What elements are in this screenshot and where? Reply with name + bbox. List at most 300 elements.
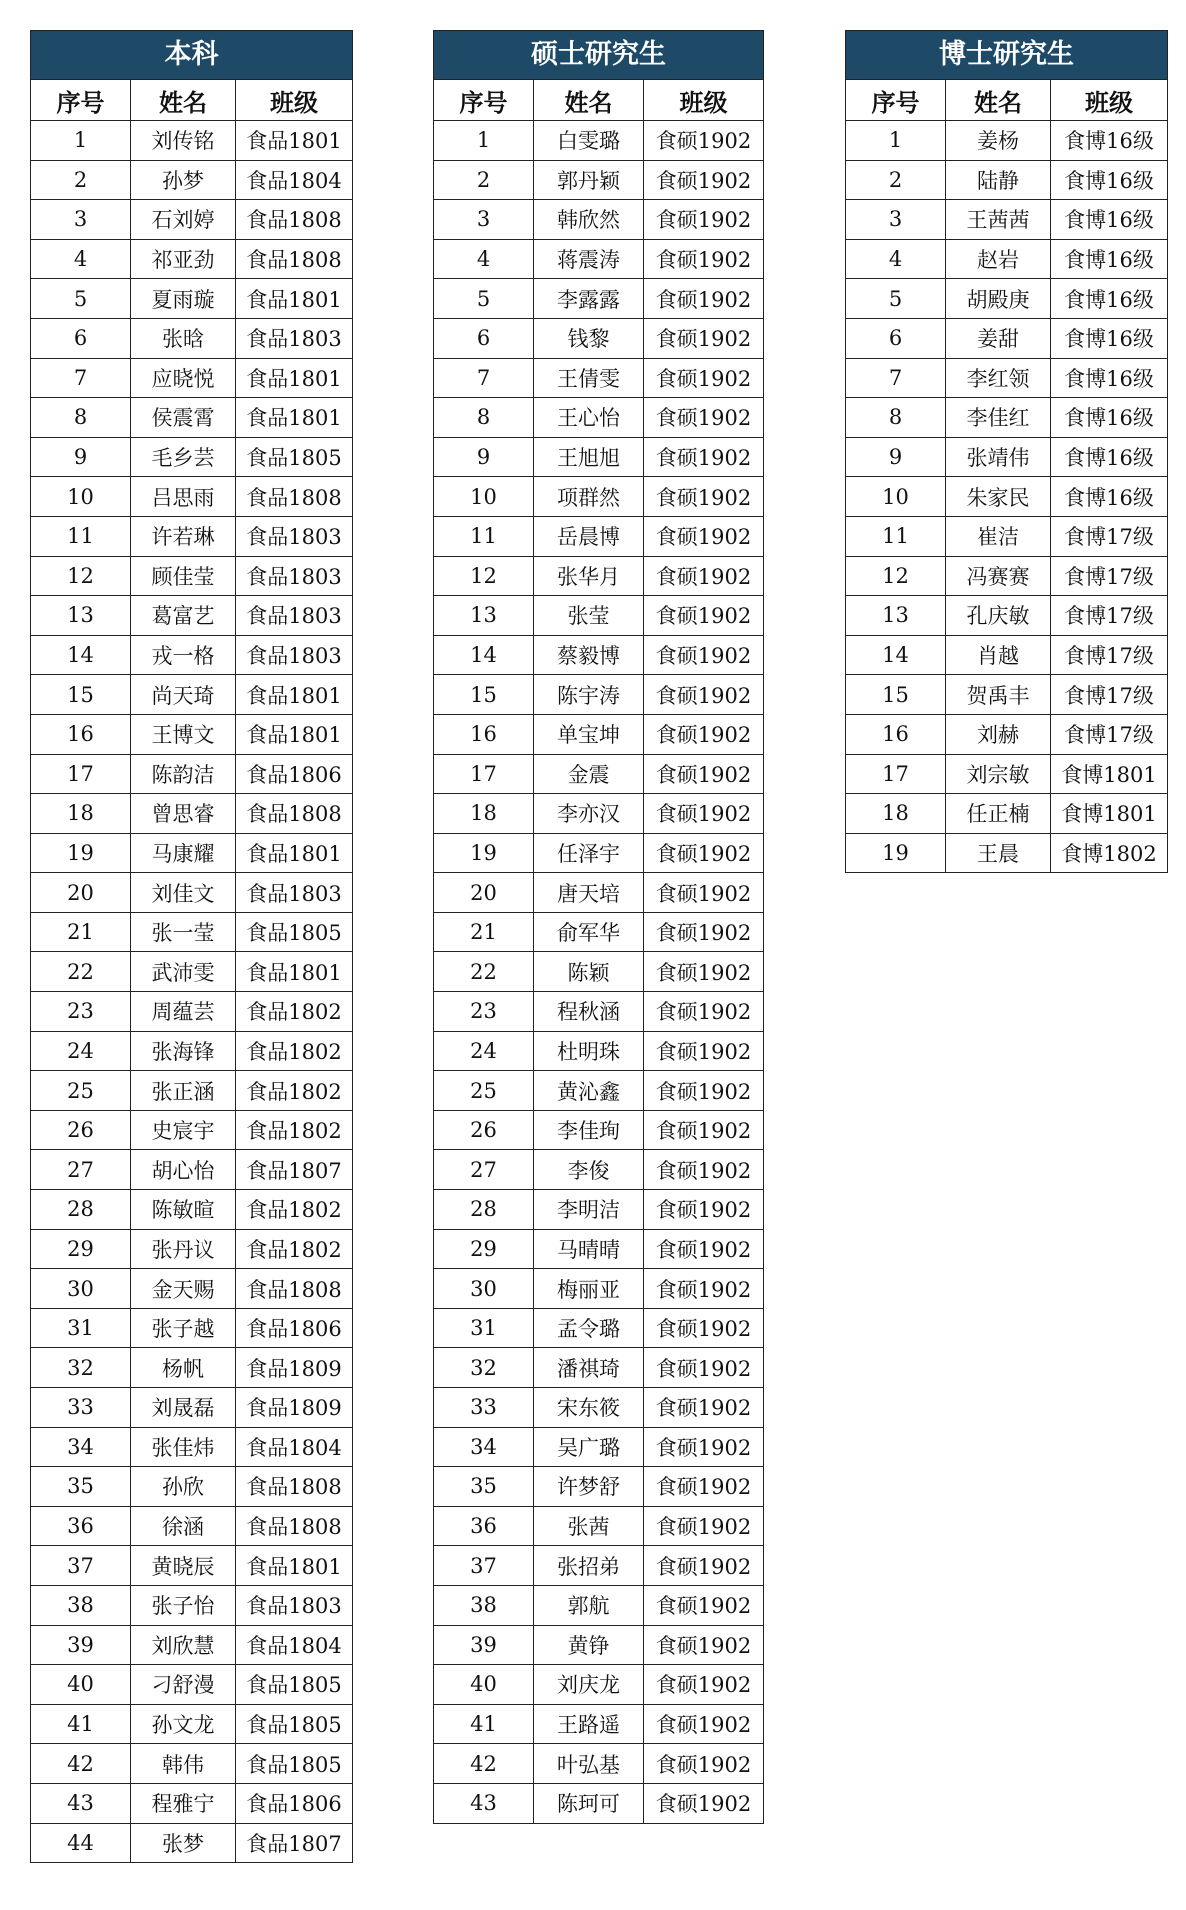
cell-name: 石刘婷 bbox=[131, 200, 236, 240]
cell-name: 王路遥 bbox=[534, 1704, 644, 1744]
table-row bbox=[434, 1427, 764, 1467]
cell-class: 食品1809 bbox=[236, 1388, 353, 1428]
cell-index: 28 bbox=[31, 1190, 131, 1230]
cell-index: 2 bbox=[31, 160, 131, 200]
cell-index: 14 bbox=[434, 635, 534, 675]
cell-class: 食品1804 bbox=[236, 160, 353, 200]
cell-class: 食品1808 bbox=[236, 794, 353, 834]
table-row bbox=[31, 398, 353, 438]
cell-name: 姜杨 bbox=[946, 121, 1051, 161]
cell-class: 食硕1902 bbox=[644, 1704, 764, 1744]
cell-index: 11 bbox=[31, 516, 131, 556]
cell-class: 食硕1902 bbox=[644, 1744, 764, 1784]
table-row bbox=[31, 121, 353, 161]
cell-class: 食品1803 bbox=[236, 516, 353, 556]
table-row bbox=[434, 556, 764, 596]
table-row bbox=[846, 635, 1168, 675]
cell-class: 食品1808 bbox=[236, 477, 353, 517]
cell-index: 18 bbox=[846, 794, 946, 834]
table-row bbox=[434, 398, 764, 438]
cell-name: 韩伟 bbox=[131, 1744, 236, 1784]
cell-name: 项群然 bbox=[534, 477, 644, 517]
table-row bbox=[434, 1031, 764, 1071]
cell-name: 马康耀 bbox=[131, 833, 236, 873]
table-row bbox=[434, 1269, 764, 1309]
cell-class: 食品1803 bbox=[236, 556, 353, 596]
table-row bbox=[846, 121, 1168, 161]
cell-name: 白雯璐 bbox=[534, 121, 644, 161]
table-row bbox=[434, 358, 764, 398]
cell-name: 张子越 bbox=[131, 1308, 236, 1348]
cell-class: 食硕1902 bbox=[644, 1388, 764, 1428]
cell-name: 梅丽亚 bbox=[534, 1269, 644, 1309]
cell-index: 23 bbox=[31, 992, 131, 1032]
table-row bbox=[31, 1744, 353, 1784]
table-row bbox=[434, 477, 764, 517]
table-row bbox=[31, 1348, 353, 1388]
cell-index: 20 bbox=[434, 873, 534, 913]
cell-name: 侯震霄 bbox=[131, 398, 236, 438]
cell-name: 张华月 bbox=[534, 556, 644, 596]
table-row bbox=[31, 714, 353, 754]
cell-name: 李佳珣 bbox=[534, 1110, 644, 1150]
cell-name: 李明洁 bbox=[534, 1190, 644, 1230]
cell-index: 19 bbox=[31, 833, 131, 873]
cell-class: 食品1807 bbox=[236, 1823, 353, 1863]
cell-name: 王旭旭 bbox=[534, 437, 644, 477]
cell-name: 陆静 bbox=[946, 160, 1051, 200]
cell-index: 23 bbox=[434, 992, 534, 1032]
cell-index: 34 bbox=[434, 1427, 534, 1467]
cell-class: 食硕1902 bbox=[644, 279, 764, 319]
table-row bbox=[31, 1071, 353, 1111]
cell-class: 食品1804 bbox=[236, 1427, 353, 1467]
table-row bbox=[434, 1190, 764, 1230]
table-row bbox=[846, 833, 1168, 873]
cell-name: 唐天培 bbox=[534, 873, 644, 913]
cell-name: 王倩雯 bbox=[534, 358, 644, 398]
cell-name: 张梦 bbox=[131, 1823, 236, 1863]
cell-index: 22 bbox=[31, 952, 131, 992]
cell-class: 食硕1902 bbox=[644, 1625, 764, 1665]
cell-index: 4 bbox=[434, 239, 534, 279]
table-row bbox=[434, 1110, 764, 1150]
cell-index: 4 bbox=[846, 239, 946, 279]
table-row bbox=[846, 675, 1168, 715]
cell-name: 刘佳文 bbox=[131, 873, 236, 913]
cell-index: 1 bbox=[31, 121, 131, 161]
cell-index: 25 bbox=[434, 1071, 534, 1111]
column-header-index: 序号 bbox=[31, 80, 131, 121]
cell-index: 5 bbox=[434, 279, 534, 319]
cell-name: 孟令璐 bbox=[534, 1308, 644, 1348]
cell-index: 38 bbox=[31, 1585, 131, 1625]
table-row bbox=[846, 437, 1168, 477]
cell-class: 食硕1902 bbox=[644, 556, 764, 596]
cell-name: 赵岩 bbox=[946, 239, 1051, 279]
cell-name: 应晓悦 bbox=[131, 358, 236, 398]
cell-index: 14 bbox=[846, 635, 946, 675]
cell-index: 18 bbox=[31, 794, 131, 834]
cell-class: 食博16级 bbox=[1051, 318, 1168, 358]
table-title: 本科 bbox=[30, 30, 353, 79]
table-row bbox=[846, 596, 1168, 636]
table-row bbox=[846, 398, 1168, 438]
cell-class: 食品1805 bbox=[236, 1744, 353, 1784]
cell-index: 35 bbox=[31, 1467, 131, 1507]
table-row bbox=[31, 1388, 353, 1428]
cell-index: 27 bbox=[31, 1150, 131, 1190]
table-row bbox=[434, 1308, 764, 1348]
cell-class: 食品1802 bbox=[236, 1071, 353, 1111]
cell-name: 顾佳莹 bbox=[131, 556, 236, 596]
cell-index: 42 bbox=[434, 1744, 534, 1784]
table-row bbox=[846, 754, 1168, 794]
table-row bbox=[434, 239, 764, 279]
column-header-name: 姓名 bbox=[534, 80, 644, 121]
cell-index: 39 bbox=[434, 1625, 534, 1665]
cell-index: 37 bbox=[434, 1546, 534, 1586]
cell-index: 3 bbox=[846, 200, 946, 240]
cell-index: 13 bbox=[434, 596, 534, 636]
cell-name: 蔡毅博 bbox=[534, 635, 644, 675]
cell-index: 8 bbox=[31, 398, 131, 438]
cell-index: 12 bbox=[31, 556, 131, 596]
cell-name: 叶弘基 bbox=[534, 1744, 644, 1784]
cell-name: 尚天琦 bbox=[131, 675, 236, 715]
cell-class: 食品1805 bbox=[236, 912, 353, 952]
cell-class: 食品1803 bbox=[236, 635, 353, 675]
cell-index: 2 bbox=[434, 160, 534, 200]
cell-name: 单宝坤 bbox=[534, 714, 644, 754]
table-row bbox=[846, 477, 1168, 517]
cell-name: 刘晟磊 bbox=[131, 1388, 236, 1428]
cell-name: 毛乡芸 bbox=[131, 437, 236, 477]
cell-class: 食硕1902 bbox=[644, 952, 764, 992]
table-row bbox=[434, 912, 764, 952]
cell-class: 食博16级 bbox=[1051, 200, 1168, 240]
cell-class: 食品1801 bbox=[236, 279, 353, 319]
cell-class: 食博16级 bbox=[1051, 477, 1168, 517]
table-row bbox=[31, 1110, 353, 1150]
cell-name: 张海锋 bbox=[131, 1031, 236, 1071]
cell-name: 郭丹颖 bbox=[534, 160, 644, 200]
cell-name: 胡心怡 bbox=[131, 1150, 236, 1190]
cell-name: 曾思睿 bbox=[131, 794, 236, 834]
cell-name: 潘祺琦 bbox=[534, 1348, 644, 1388]
cell-index: 33 bbox=[434, 1388, 534, 1428]
cell-class: 食硕1902 bbox=[644, 1783, 764, 1823]
cell-index: 24 bbox=[434, 1031, 534, 1071]
cell-name: 许若琳 bbox=[131, 516, 236, 556]
cell-class: 食硕1902 bbox=[644, 1190, 764, 1230]
cell-name: 李俊 bbox=[534, 1150, 644, 1190]
cell-index: 6 bbox=[846, 318, 946, 358]
table-row bbox=[31, 1190, 353, 1230]
cell-name: 朱家民 bbox=[946, 477, 1051, 517]
cell-class: 食博16级 bbox=[1051, 437, 1168, 477]
table-title: 博士研究生 bbox=[845, 30, 1168, 79]
cell-class: 食硕1902 bbox=[644, 1427, 764, 1467]
cell-index: 10 bbox=[31, 477, 131, 517]
table-row bbox=[846, 239, 1168, 279]
cell-class: 食品1807 bbox=[236, 1150, 353, 1190]
cell-class: 食硕1902 bbox=[644, 675, 764, 715]
cell-index: 43 bbox=[31, 1783, 131, 1823]
cell-index: 15 bbox=[846, 675, 946, 715]
table-row bbox=[31, 1427, 353, 1467]
cell-class: 食博1801 bbox=[1051, 794, 1168, 834]
master-table bbox=[433, 30, 764, 1824]
cell-index: 17 bbox=[434, 754, 534, 794]
cell-name: 张佳炜 bbox=[131, 1427, 236, 1467]
table-row bbox=[434, 992, 764, 1032]
cell-name: 吴广璐 bbox=[534, 1427, 644, 1467]
table-row bbox=[846, 318, 1168, 358]
cell-index: 29 bbox=[31, 1229, 131, 1269]
cell-name: 程秋涵 bbox=[534, 992, 644, 1032]
cell-index: 8 bbox=[846, 398, 946, 438]
cell-name: 许梦舒 bbox=[534, 1467, 644, 1507]
cell-index: 5 bbox=[31, 279, 131, 319]
table-row bbox=[434, 596, 764, 636]
table-row bbox=[31, 556, 353, 596]
cell-name: 张一莹 bbox=[131, 912, 236, 952]
cell-class: 食硕1902 bbox=[644, 1110, 764, 1150]
table-row bbox=[434, 1150, 764, 1190]
cell-class: 食硕1902 bbox=[644, 873, 764, 913]
cell-index: 36 bbox=[434, 1506, 534, 1546]
table-row bbox=[31, 754, 353, 794]
table-row bbox=[434, 1506, 764, 1546]
cell-index: 7 bbox=[31, 358, 131, 398]
cell-class: 食硕1902 bbox=[644, 1229, 764, 1269]
cell-class: 食硕1902 bbox=[644, 794, 764, 834]
table-row bbox=[31, 912, 353, 952]
table-row bbox=[31, 1704, 353, 1744]
table-row bbox=[846, 794, 1168, 834]
table-row bbox=[31, 239, 353, 279]
cell-index: 1 bbox=[434, 121, 534, 161]
cell-class: 食博16级 bbox=[1051, 121, 1168, 161]
cell-class: 食硕1902 bbox=[644, 398, 764, 438]
cell-index: 26 bbox=[31, 1110, 131, 1150]
table-row bbox=[434, 279, 764, 319]
cell-name: 姜甜 bbox=[946, 318, 1051, 358]
cell-class: 食博16级 bbox=[1051, 239, 1168, 279]
table-row bbox=[31, 1150, 353, 1190]
cell-class: 食博16级 bbox=[1051, 358, 1168, 398]
cell-name: 陈敏暄 bbox=[131, 1190, 236, 1230]
cell-index: 32 bbox=[434, 1348, 534, 1388]
table-row bbox=[434, 121, 764, 161]
cell-index: 39 bbox=[31, 1625, 131, 1665]
cell-class: 食硕1902 bbox=[644, 833, 764, 873]
cell-index: 29 bbox=[434, 1229, 534, 1269]
cell-class: 食品1808 bbox=[236, 1269, 353, 1309]
cell-name: 冯赛赛 bbox=[946, 556, 1051, 596]
cell-class: 食品1804 bbox=[236, 1625, 353, 1665]
cell-name: 孙文龙 bbox=[131, 1704, 236, 1744]
cell-class: 食博17级 bbox=[1051, 714, 1168, 754]
cell-class: 食品1801 bbox=[236, 833, 353, 873]
cell-name: 蒋震涛 bbox=[534, 239, 644, 279]
table-row bbox=[31, 1823, 353, 1863]
cell-index: 16 bbox=[434, 714, 534, 754]
table-row bbox=[434, 952, 764, 992]
cell-name: 岳晨博 bbox=[534, 516, 644, 556]
cell-name: 任正楠 bbox=[946, 794, 1051, 834]
cell-class: 食品1809 bbox=[236, 1348, 353, 1388]
cell-class: 食品1802 bbox=[236, 992, 353, 1032]
cell-name: 张子怡 bbox=[131, 1585, 236, 1625]
cell-class: 食硕1902 bbox=[644, 318, 764, 358]
cell-name: 贺禹丰 bbox=[946, 675, 1051, 715]
cell-name: 祁亚劲 bbox=[131, 239, 236, 279]
cell-name: 张靖伟 bbox=[946, 437, 1051, 477]
cell-name: 张招弟 bbox=[534, 1546, 644, 1586]
table-row bbox=[846, 279, 1168, 319]
table-row bbox=[31, 318, 353, 358]
table-row bbox=[31, 1506, 353, 1546]
cell-name: 戎一格 bbox=[131, 635, 236, 675]
cell-class: 食博17级 bbox=[1051, 635, 1168, 675]
cell-name: 王心怡 bbox=[534, 398, 644, 438]
cell-index: 33 bbox=[31, 1388, 131, 1428]
cell-class: 食品1803 bbox=[236, 873, 353, 913]
cell-name: 葛富艺 bbox=[131, 596, 236, 636]
cell-index: 10 bbox=[846, 477, 946, 517]
cell-name: 黄铮 bbox=[534, 1625, 644, 1665]
table-row bbox=[31, 516, 353, 556]
table-row bbox=[846, 516, 1168, 556]
cell-index: 30 bbox=[434, 1269, 534, 1309]
cell-name: 陈颖 bbox=[534, 952, 644, 992]
cell-name: 陈宇涛 bbox=[534, 675, 644, 715]
cell-index: 17 bbox=[31, 754, 131, 794]
cell-name: 李露露 bbox=[534, 279, 644, 319]
table-row bbox=[434, 754, 764, 794]
cell-class: 食品1801 bbox=[236, 398, 353, 438]
table-row bbox=[31, 794, 353, 834]
cell-name: 黄晓辰 bbox=[131, 1546, 236, 1586]
cell-class: 食品1805 bbox=[236, 1665, 353, 1705]
table-row bbox=[846, 160, 1168, 200]
cell-class: 食硕1902 bbox=[644, 239, 764, 279]
cell-index: 9 bbox=[846, 437, 946, 477]
cell-index: 26 bbox=[434, 1110, 534, 1150]
cell-index: 7 bbox=[434, 358, 534, 398]
cell-index: 13 bbox=[31, 596, 131, 636]
cell-index: 8 bbox=[434, 398, 534, 438]
table-row bbox=[31, 1585, 353, 1625]
cell-class: 食硕1902 bbox=[644, 437, 764, 477]
cell-name: 马晴晴 bbox=[534, 1229, 644, 1269]
cell-name: 夏雨璇 bbox=[131, 279, 236, 319]
cell-name: 金天赐 bbox=[131, 1269, 236, 1309]
table-row bbox=[434, 635, 764, 675]
table-row bbox=[434, 1744, 764, 1784]
cell-class: 食硕1902 bbox=[644, 160, 764, 200]
cell-name: 程雅宁 bbox=[131, 1783, 236, 1823]
cell-name: 李佳红 bbox=[946, 398, 1051, 438]
cell-class: 食硕1902 bbox=[644, 1467, 764, 1507]
cell-name: 杜明珠 bbox=[534, 1031, 644, 1071]
cell-index: 24 bbox=[31, 1031, 131, 1071]
table-row bbox=[434, 516, 764, 556]
cell-class: 食品1805 bbox=[236, 1704, 353, 1744]
cell-class: 食品1803 bbox=[236, 1585, 353, 1625]
cell-class: 食硕1902 bbox=[644, 1506, 764, 1546]
table-row bbox=[434, 1704, 764, 1744]
table-row bbox=[846, 714, 1168, 754]
cell-index: 27 bbox=[434, 1150, 534, 1190]
cell-class: 食博17级 bbox=[1051, 596, 1168, 636]
cell-index: 3 bbox=[31, 200, 131, 240]
table-row bbox=[31, 596, 353, 636]
cell-index: 11 bbox=[434, 516, 534, 556]
cell-class: 食品1808 bbox=[236, 239, 353, 279]
cell-index: 12 bbox=[846, 556, 946, 596]
cell-class: 食品1806 bbox=[236, 1783, 353, 1823]
cell-class: 食硕1902 bbox=[644, 714, 764, 754]
cell-name: 金震 bbox=[534, 754, 644, 794]
cell-class: 食博17级 bbox=[1051, 675, 1168, 715]
cell-name: 陈珂可 bbox=[534, 1783, 644, 1823]
table-row bbox=[31, 1229, 353, 1269]
cell-class: 食硕1902 bbox=[644, 754, 764, 794]
table-row bbox=[846, 200, 1168, 240]
cell-name: 刘传铭 bbox=[131, 121, 236, 161]
cell-name: 张晗 bbox=[131, 318, 236, 358]
cell-index: 32 bbox=[31, 1348, 131, 1388]
cell-index: 13 bbox=[846, 596, 946, 636]
cell-class: 食硕1902 bbox=[644, 477, 764, 517]
table-row bbox=[434, 1665, 764, 1705]
table-row bbox=[31, 279, 353, 319]
cell-index: 11 bbox=[846, 516, 946, 556]
cell-class: 食硕1902 bbox=[644, 596, 764, 636]
cell-class: 食硕1902 bbox=[644, 1546, 764, 1586]
table-row bbox=[434, 318, 764, 358]
cell-index: 22 bbox=[434, 952, 534, 992]
cell-class: 食硕1902 bbox=[644, 1031, 764, 1071]
table-row bbox=[31, 200, 353, 240]
table-row bbox=[31, 992, 353, 1032]
table-row bbox=[31, 1269, 353, 1309]
cell-name: 张丹议 bbox=[131, 1229, 236, 1269]
cell-name: 张莹 bbox=[534, 596, 644, 636]
doctoral-table bbox=[845, 30, 1168, 873]
cell-class: 食品1801 bbox=[236, 358, 353, 398]
cell-class: 食品1808 bbox=[236, 1467, 353, 1507]
cell-class: 食品1801 bbox=[236, 714, 353, 754]
column-header-index: 序号 bbox=[846, 80, 946, 121]
cell-name: 刘赫 bbox=[946, 714, 1051, 754]
cell-index: 19 bbox=[434, 833, 534, 873]
cell-index: 37 bbox=[31, 1546, 131, 1586]
table-row bbox=[434, 1229, 764, 1269]
cell-index: 21 bbox=[31, 912, 131, 952]
cell-name: 刘欣慧 bbox=[131, 1625, 236, 1665]
cell-index: 15 bbox=[31, 675, 131, 715]
cell-index: 38 bbox=[434, 1585, 534, 1625]
table-row bbox=[31, 1546, 353, 1586]
table-row bbox=[31, 358, 353, 398]
cell-index: 21 bbox=[434, 912, 534, 952]
cell-name: 胡殿庚 bbox=[946, 279, 1051, 319]
table-row bbox=[434, 833, 764, 873]
